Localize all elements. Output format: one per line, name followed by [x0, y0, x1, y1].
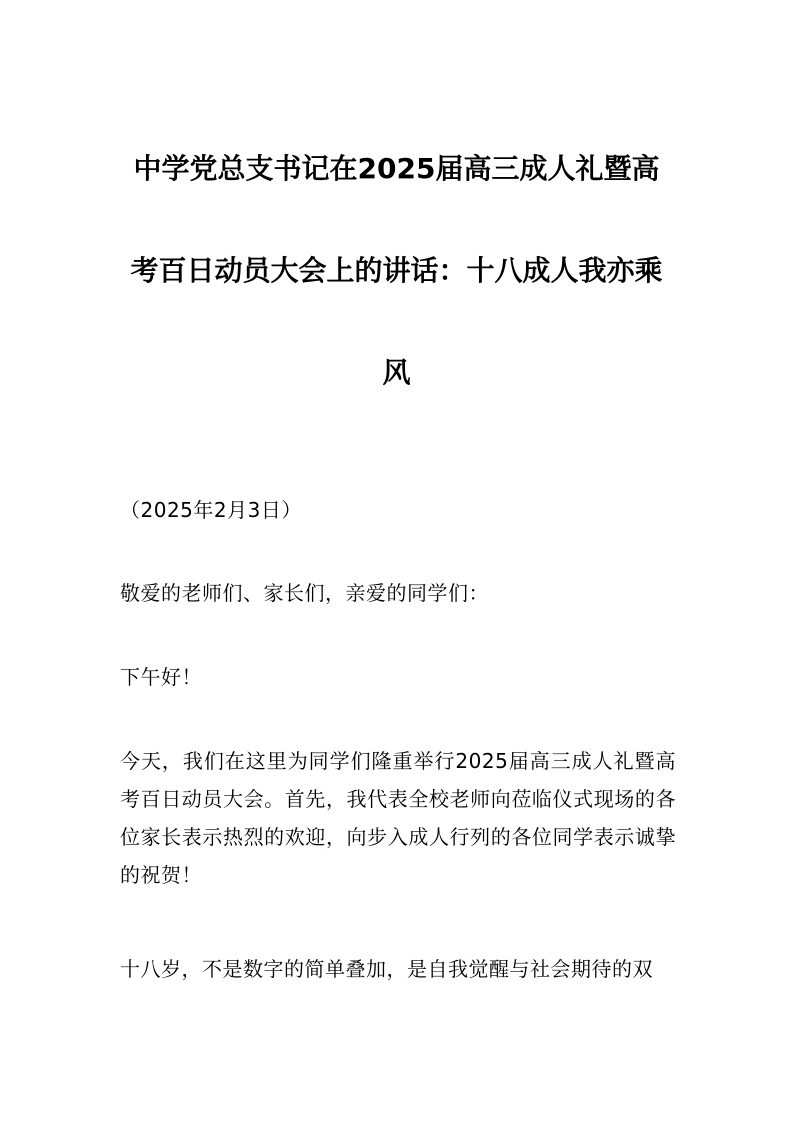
salutation: 敬爱的老师们、家长们，亲爱的同学们：: [120, 581, 489, 605]
speech-date: （2025年2月3日）: [120, 498, 302, 522]
document-title: 中学党总支书记在2025届高三成人礼暨高考百日动员大会上的讲话：十八成人我亦乘风: [130, 152, 663, 389]
greeting: 下午好！: [120, 665, 202, 689]
body-paragraph: 今天，我们在这里为同学们隆重举行2025届高三成人礼暨高考百日动员大会。首先，我代表全校老师向莅临仪式现场的各位家长表示热烈的欢迎，向步入成人行列的各位同学表示诚挚的祝贺！: [120, 749, 676, 887]
body-paragraph: 十八岁，不是数字的简单叠加，是自我觉醒与社会期待的双: [120, 957, 653, 981]
